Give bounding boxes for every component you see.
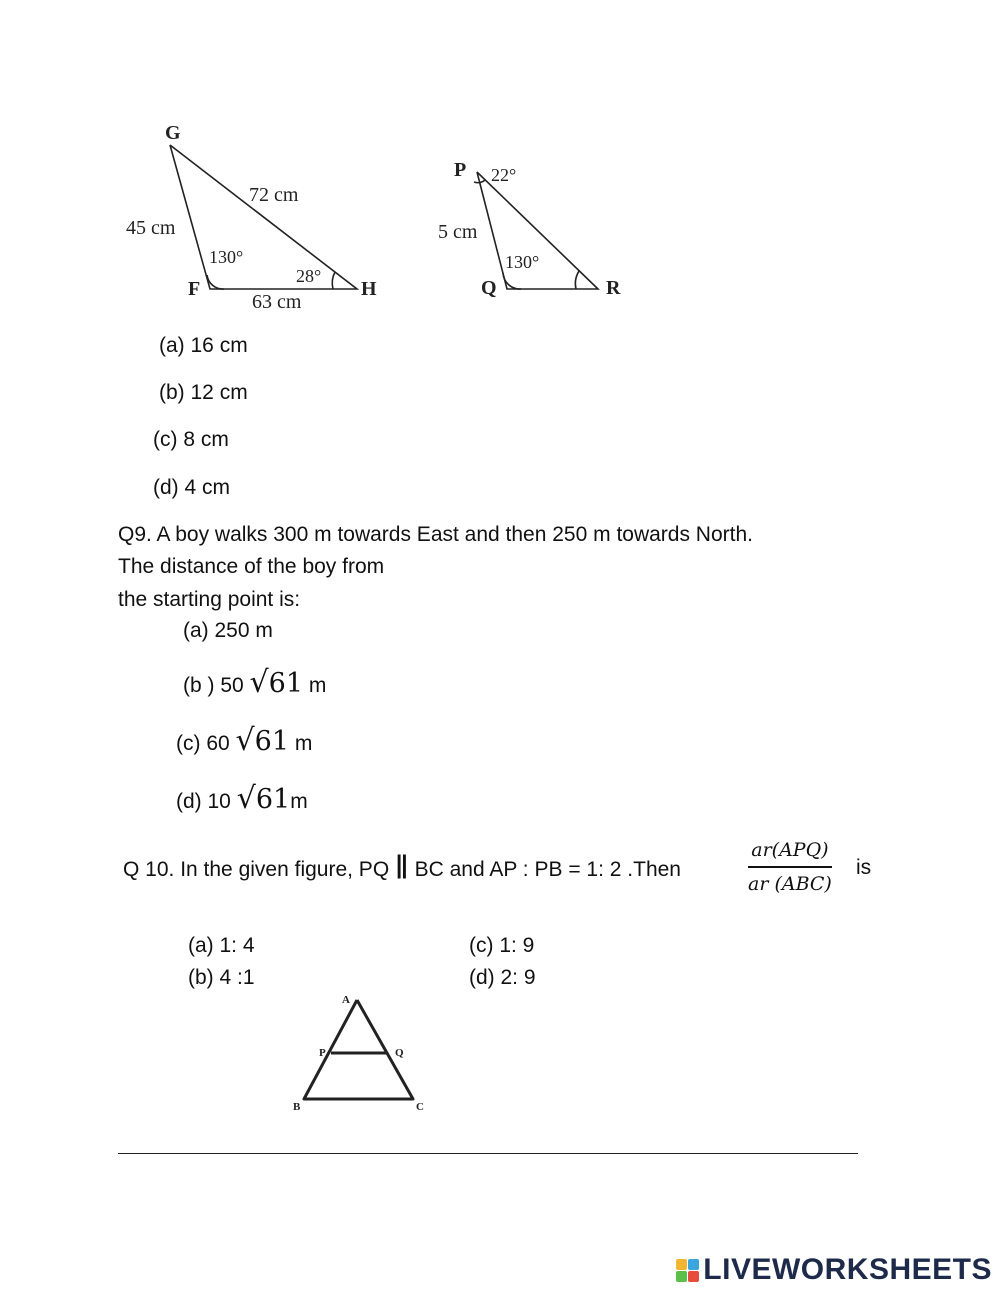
sqrt-icon: √ bbox=[235, 723, 255, 758]
vertex-r-label: R bbox=[606, 277, 621, 299]
side-gh-label: 72 cm bbox=[249, 184, 299, 206]
vertex-b-label: B bbox=[293, 1101, 301, 1113]
q10-fraction-bar bbox=[748, 866, 832, 868]
q9-option-b[interactable] bbox=[183, 665, 327, 700]
q9-question-line-2: The distance of the boy from bbox=[118, 555, 385, 578]
q10-option-d[interactable]: (d) 2: 9 bbox=[469, 966, 536, 989]
vertex-q-label: Q bbox=[481, 277, 497, 299]
q9-option-b-unit: m bbox=[303, 674, 327, 697]
q10-text-mid: BC and AP : PB bbox=[408, 858, 569, 881]
q9-option-b-prefix: (b ) 50 bbox=[183, 674, 250, 697]
q10-fraction-numerator: ar(APQ) bbox=[751, 839, 829, 861]
q8-option-a[interactable]: (a) 16 cm bbox=[159, 334, 248, 357]
vertex-h-label: H bbox=[361, 278, 377, 300]
liveworksheets-wordmark: LIVEWORKSHEETS bbox=[703, 1253, 992, 1286]
q9-option-d-radicand: 61 bbox=[255, 784, 291, 815]
vertex-p-label: P bbox=[454, 159, 467, 181]
q9-option-b-radicand: 61 bbox=[268, 668, 304, 699]
q10-ratio: = 1: 2 bbox=[568, 858, 622, 881]
liveworksheets-brand[interactable] bbox=[676, 1253, 992, 1287]
triangle-gfh bbox=[170, 145, 357, 289]
q10-option-a[interactable]: (a) 1: 4 bbox=[188, 934, 255, 957]
q9-option-d-prefix: (d) 10 bbox=[176, 790, 237, 813]
vertex-f-label: F bbox=[188, 278, 201, 300]
q9-option-d-unit: m bbox=[290, 790, 308, 813]
q9-option-a[interactable]: (a) 250 m bbox=[183, 619, 273, 642]
q10-text-before: Q 10. In the given figure, PQ bbox=[123, 858, 395, 881]
q8-option-c[interactable]: (c) 8 cm bbox=[153, 428, 229, 451]
q9-option-c-unit: m bbox=[289, 732, 313, 755]
section-divider bbox=[118, 1153, 858, 1154]
side-pq-label: 5 cm bbox=[438, 221, 478, 243]
parallel-icon: ∥ bbox=[395, 853, 409, 883]
angle-f-label: 130° bbox=[209, 247, 244, 267]
triangle-abc-outline bbox=[304, 1000, 413, 1099]
angle-p-label: 22° bbox=[491, 165, 517, 185]
logo-square-red bbox=[688, 1271, 699, 1282]
similar-triangles-figure bbox=[0, 0, 1000, 330]
side-fh-label: 63 cm bbox=[252, 291, 302, 313]
liveworksheets-logo-icon bbox=[676, 1259, 699, 1282]
q10-text-then: .Then bbox=[621, 858, 681, 881]
q10-question bbox=[123, 855, 681, 883]
angle-h-arc bbox=[332, 272, 335, 289]
logo-square-yellow bbox=[676, 1259, 687, 1270]
logo-square-green bbox=[676, 1271, 687, 1282]
q10-option-b[interactable]: (b) 4 :1 bbox=[188, 966, 255, 989]
q9-option-d[interactable] bbox=[176, 781, 308, 816]
vertex-c-label: C bbox=[416, 1101, 424, 1113]
vertex-p-label: P bbox=[319, 1047, 326, 1059]
q10-option-c[interactable]: (c) 1: 9 bbox=[469, 934, 535, 957]
angle-h-label: 28° bbox=[296, 266, 322, 286]
side-gf-label: 45 cm bbox=[126, 217, 176, 239]
q9-question-line-1: Q9. A boy walks 300 m towards East and then 250 m towards North. bbox=[118, 523, 753, 546]
vertex-a-label: A bbox=[342, 994, 350, 1006]
q9-option-c-prefix: (c) 60 bbox=[176, 732, 236, 755]
q10-fraction bbox=[748, 838, 832, 896]
q9-question-line-3: the starting point is: bbox=[118, 588, 301, 611]
logo-square-blue bbox=[688, 1259, 699, 1270]
q9-option-c-radicand: 61 bbox=[254, 726, 289, 757]
vertex-g-label: G bbox=[165, 122, 181, 144]
angle-q-label: 130° bbox=[505, 252, 540, 272]
vertex-q-label: Q bbox=[395, 1047, 404, 1059]
q8-option-d[interactable]: (d) 4 cm bbox=[153, 476, 231, 499]
q9-option-c[interactable] bbox=[176, 723, 313, 758]
sqrt-icon: √ bbox=[249, 665, 269, 700]
q8-option-b[interactable]: (b) 12 cm bbox=[159, 381, 248, 404]
q10-fraction-denominator: ar (ABC) bbox=[748, 872, 832, 895]
angle-r-arc bbox=[575, 271, 579, 289]
sqrt-icon: √ bbox=[236, 781, 256, 816]
q10-text-after: is bbox=[856, 856, 872, 879]
